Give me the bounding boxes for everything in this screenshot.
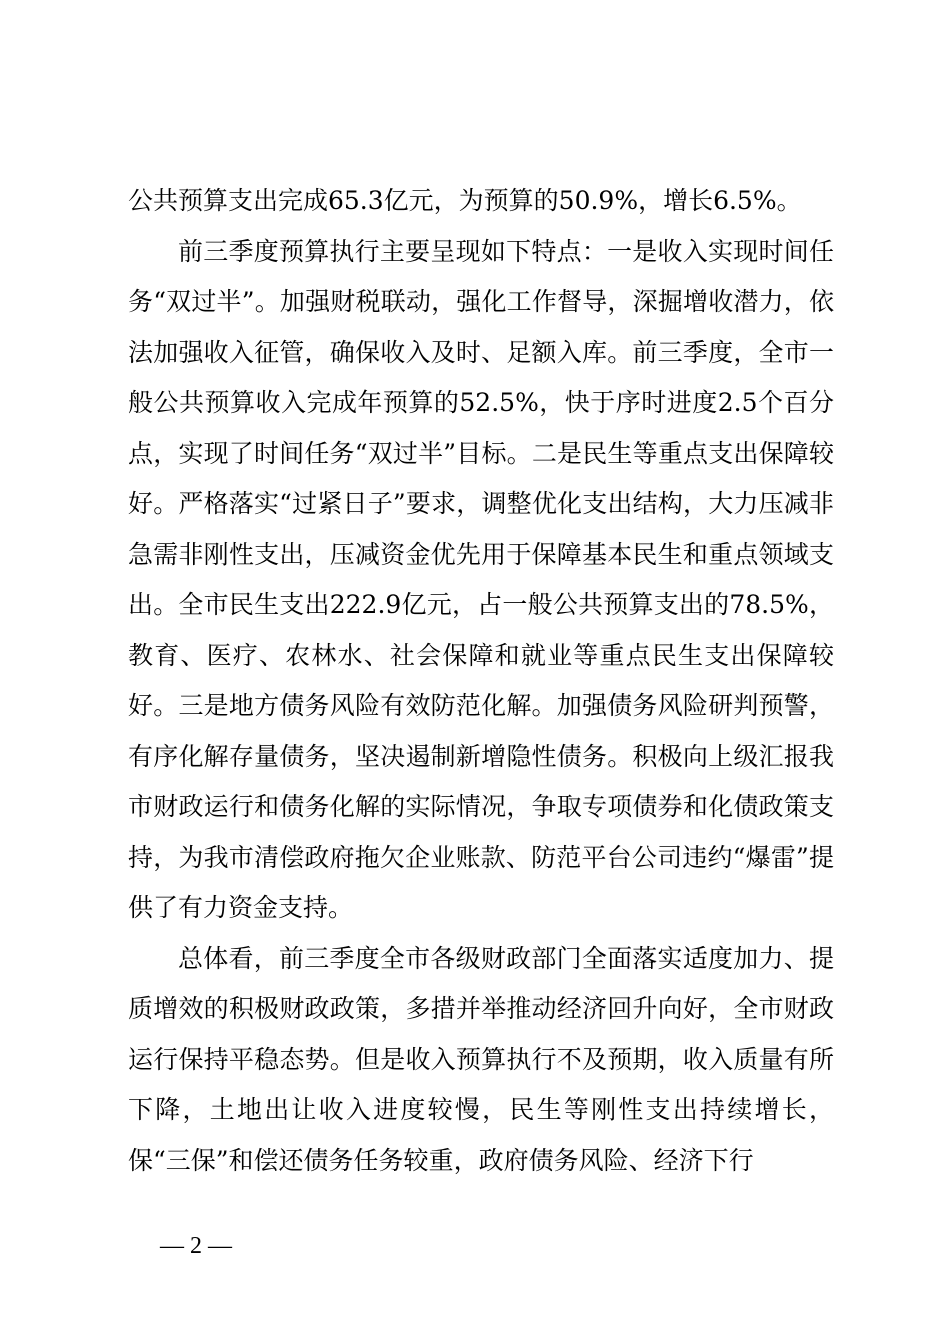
paragraph-continuation: 公共预算支出完成65.3亿元，为预算的50.9%，增长6.5%。 xyxy=(128,186,802,215)
paragraph-overall: 总体看，前三季度全市各级财政部门全面落实适度加力、提质增效的积极财政政策，多措并举推动经济回升向好，全市财政运行保持平稳态势。但是收入预算执行不及预期，收入质量有所下降，土地出让收入进度较慢，民生等刚性支出持续增长，保“三保”和偿还债务任务较重，政府债务风险、经济下行 xyxy=(128,943,834,1175)
page-number: — 2 — xyxy=(160,1233,232,1259)
paragraph-features: 前三季度预算执行主要呈现如下特点：一是收入实现时间任务“双过半”。加强财税联动，强化工作督导，深掘增收潜力，依法加强收入征管，确保收入及时、足额入库。前三季度，全市一般公共预算收入完成年预算的52.5%，快于序时进度2.5个百分点，实现了时间任务“双过半”目标。二是民生等重点支出保障较好。严格落实“过紧日子”要求，调整优化支出结构，大力压减非急需非刚性支出，压减资金优先用于保障基本民生和重点领域支出。全市民生支出222.9亿元，占一般公共预算支出的78.5%，教育、医疗、农林水、社会保障和就业等重点民生支出保障较好。三是地方债务风险有效防范化解。加强债务风险研判预警，有序化解存量债务，坚决遏制新增隐性债务。积极向上级汇报我市财政运行和债务化解的实际情况，争取专项债券和化债政策支持，为我市清偿政府拖欠企业账款、防范平台公司违约“爆雷”提供了有力资金支持。 xyxy=(128,236,834,922)
body-text xyxy=(128,176,834,1186)
